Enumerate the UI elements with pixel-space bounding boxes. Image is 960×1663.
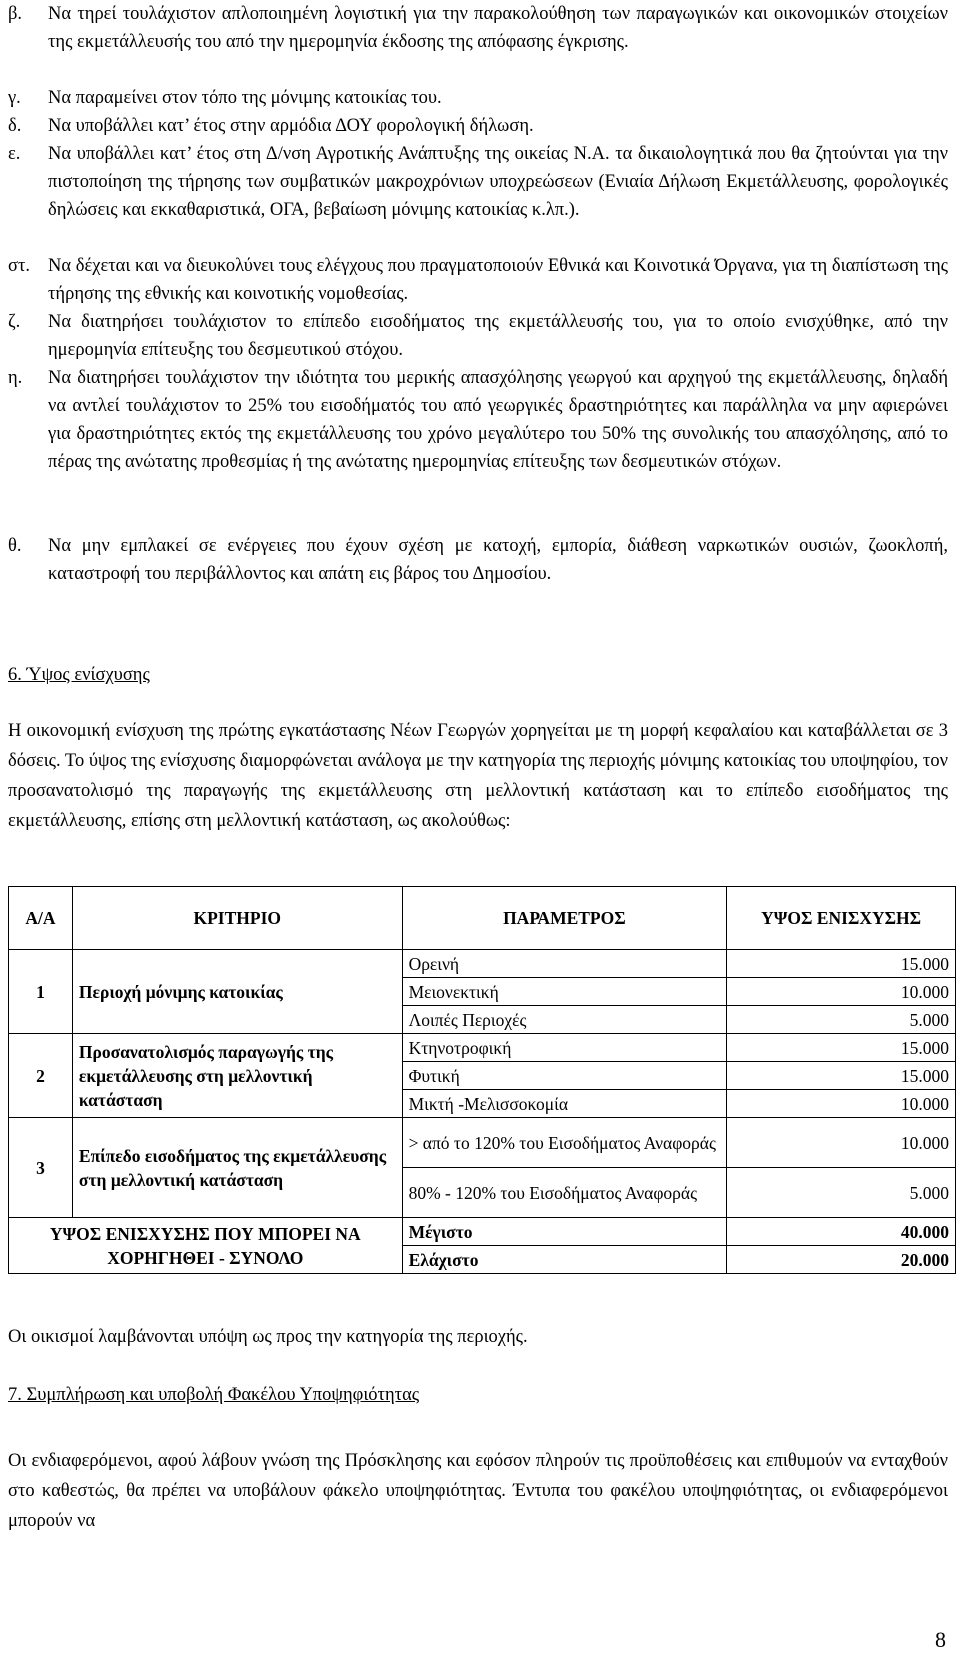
list-item (8, 532, 948, 588)
parameter-cell: Φυτική (402, 1062, 727, 1090)
criterion-cell: Περιοχή μόνιμης κατοικίας (72, 950, 402, 1034)
item-text: Να μην εμπλακεί σε ενέργειες που έχουν σχέση με κατοχή, εμπορία, διάθεση ναρκωτικών ουσιών, ζωοκλοπή, καταστροφή του περιβάλλοντος και απάτη εις βάρος του Δημοσίου. (48, 536, 948, 584)
parameter-cell: Μικτή -Μελισσοκομία (402, 1090, 727, 1118)
criterion-cell: Επίπεδο εισοδήματος της εκμετάλλευσης στη μελλοντική κατάσταση (72, 1118, 402, 1218)
list-item (8, 140, 948, 224)
item-text: Να δέχεται και να διευκολύνει τους ελέγχους που πραγματοποιούν Εθνικά και Κοινοτικά Όργανα, για τη διαπίστωση της τήρησης της εθνικής και κοινοτικής νομοθεσίας. (48, 256, 948, 304)
item-label: γ. (8, 88, 21, 108)
section-7-heading: 7. Συμπλήρωση και υποβολή Φακέλου Υποψηφιότητας (8, 1385, 420, 1405)
amount-cell: 5.000 (727, 1168, 956, 1218)
item-text: Να υποβάλλει κατ’ έτος στην αρμόδια ΔΟΥ φορολογική δήλωση. (48, 116, 534, 136)
max-label: Μέγιστο (402, 1218, 727, 1246)
table-row (9, 1118, 956, 1168)
amount-cell: 15.000 (727, 950, 956, 978)
support-table (8, 886, 956, 1274)
item-label: β. (8, 4, 23, 24)
item-label: στ. (8, 256, 31, 276)
table-header-row (9, 887, 956, 950)
page-number: 8 (935, 1627, 946, 1652)
list-item (8, 112, 948, 140)
min-amount: 20.000 (727, 1246, 956, 1274)
column-header: ΥΨΟΣ ΕΝΙΣΧΥΣΗΣ (727, 887, 956, 950)
total-label: ΥΨΟΣ ΕΝΙΣΧΥΣΗΣ ΠΟΥ ΜΠΟΡΕΙ ΝΑ ΧΟΡΗΓΗΘΕΙ - ΣΥΝΟΛΟ (9, 1218, 403, 1274)
item-text: Να υποβάλλει κατ’ έτος στη Δ/νση Αγροτικής Ανάπτυξης της οικείας Ν.Α. τα δικαιολογητικά που θα ζητούνται για την πιστοποίηση της τήρησης των συμβατικών μακροχρόνιων υποχρεώσεων (Ενιαία Δήλωση Εκμετάλλευσης, φορολογικές δηλώσεις και εκκαθαριστικά, ΟΓΑ, βεβαίωση μόνιμης κατοικίας κ.λπ.). (48, 144, 948, 220)
row-number: 2 (9, 1034, 73, 1118)
parameter-cell: 80% - 120% του Εισοδήματος Αναφοράς (402, 1168, 727, 1218)
row-number: 1 (9, 950, 73, 1034)
section-6-heading: 6. Ύψος ενίσχυσης (8, 665, 150, 685)
parameter-cell: Ορεινή (402, 950, 727, 978)
amount-cell: 15.000 (727, 1034, 956, 1062)
amount-cell: 10.000 (727, 1118, 956, 1168)
list-item (8, 0, 948, 56)
amount-cell: 5.000 (727, 1006, 956, 1034)
section-6-paragraph: Η οικονομική ενίσχυση της πρώτης εγκατάστασης Νέων Γεωργών χορηγείται με τη μορφή κεφαλαίου και καταβάλλεται σε 3 δόσεις. Το ύψος της ενίσχυσης διαμορφώνεται ανάλογα με την κατηγορία της περιοχής μόνιμης κατοικίας του υποψηφίου, τον προσανατολισμό της παραγωγής της εκμετάλλευσης στη μελλοντική κατάσταση και το επίπεδο εισοδήματος της εκμετάλλευσης, επίσης στη μελλοντική κατάσταση, ως ακολούθως: (8, 721, 948, 831)
table-row (9, 1034, 956, 1062)
section-7-paragraph: Οι ενδιαφερόμενοι, αφού λάβουν γνώση της Πρόσκλησης και εφόσον πληρούν τις προϋποθέσεις και επιθυμούν να ενταχθούν στο καθεστώς, θα πρέπει να υποβάλουν φάκελο υποψηφιότητας. Έντυπα του φακέλου υποψηφιότητας, οι ενδιαφερόμενοι μπορούν να (8, 1451, 948, 1531)
column-header: ΠΑΡΑΜΕΤΡΟΣ (402, 887, 727, 950)
item-label: δ. (8, 116, 22, 136)
list-item (8, 84, 948, 112)
item-text: Να τηρεί τουλάχιστον απλοποιημένη λογιστική για την παρακολούθηση των παραγωγικών και οικονομικών στοιχείων της εκμετάλλευσής του από την ημερομηνία έκδοσης της απόφασης έγκρισης. (48, 4, 948, 52)
column-header: Α/Α (9, 887, 73, 950)
item-label: ζ. (8, 312, 21, 332)
criterion-cell: Προσανατολισμός παραγωγής της εκμετάλλευσης στη μελλοντική κατάσταση (72, 1034, 402, 1118)
amount-cell: 15.000 (727, 1062, 956, 1090)
parameter-cell: Μειονεκτική (402, 978, 727, 1006)
item-label: η. (8, 368, 23, 388)
list-item (8, 364, 948, 476)
parameter-cell: > από το 120% του Εισοδήματος Αναφοράς (402, 1118, 727, 1168)
amount-cell: 10.000 (727, 1090, 956, 1118)
max-amount: 40.000 (727, 1218, 956, 1246)
item-text: Να παραμείνει στον τόπο της μόνιμης κατοικίας του. (48, 88, 442, 108)
table-row (9, 1218, 956, 1246)
table-row (9, 950, 956, 978)
row-number: 3 (9, 1118, 73, 1218)
parameter-cell: Λοιπές Περιοχές (402, 1006, 727, 1034)
item-label: ε. (8, 144, 21, 164)
item-text: Να διατηρήσει τουλάχιστον το επίπεδο εισοδήματος της εκμετάλλευσής του, για το οποίο ενισχύθηκε, από την ημερομηνία επίτευξης του δεσμευτικού στόχου. (48, 312, 948, 360)
min-label: Ελάχιστο (402, 1246, 727, 1274)
list-item (8, 308, 948, 364)
item-label: θ. (8, 536, 22, 556)
item-text: Να διατηρήσει τουλάχιστον την ιδιότητα του μερικής απασχόλησης γεωργού και αρχηγού της εκμετάλλευσης, δηλαδή να αντλεί τουλάχιστον το 25% του εισοδήματός του από γεωργικές δραστηριότητες και παράλληλα να μην αφιερώνει για δραστηριότητες εκτός της εκμετάλλευσης του χρόνο μεγαλύτερο του 50% της συνολικής του απασχόλησης, από το πέρας της ανώτατης προθεσμίας ή της ανώτατης ημερομηνίας επίτευξης των δεσμευτικών στόχων. (48, 368, 948, 472)
amount-cell: 10.000 (727, 978, 956, 1006)
table-note: Οι οικισμοί λαμβάνονται υπόψη ως προς την κατηγορία της περιοχής. (8, 1327, 528, 1347)
list-item (8, 252, 948, 308)
column-header: ΚΡΙΤΗΡΙΟ (72, 887, 402, 950)
parameter-cell: Κτηνοτροφική (402, 1034, 727, 1062)
